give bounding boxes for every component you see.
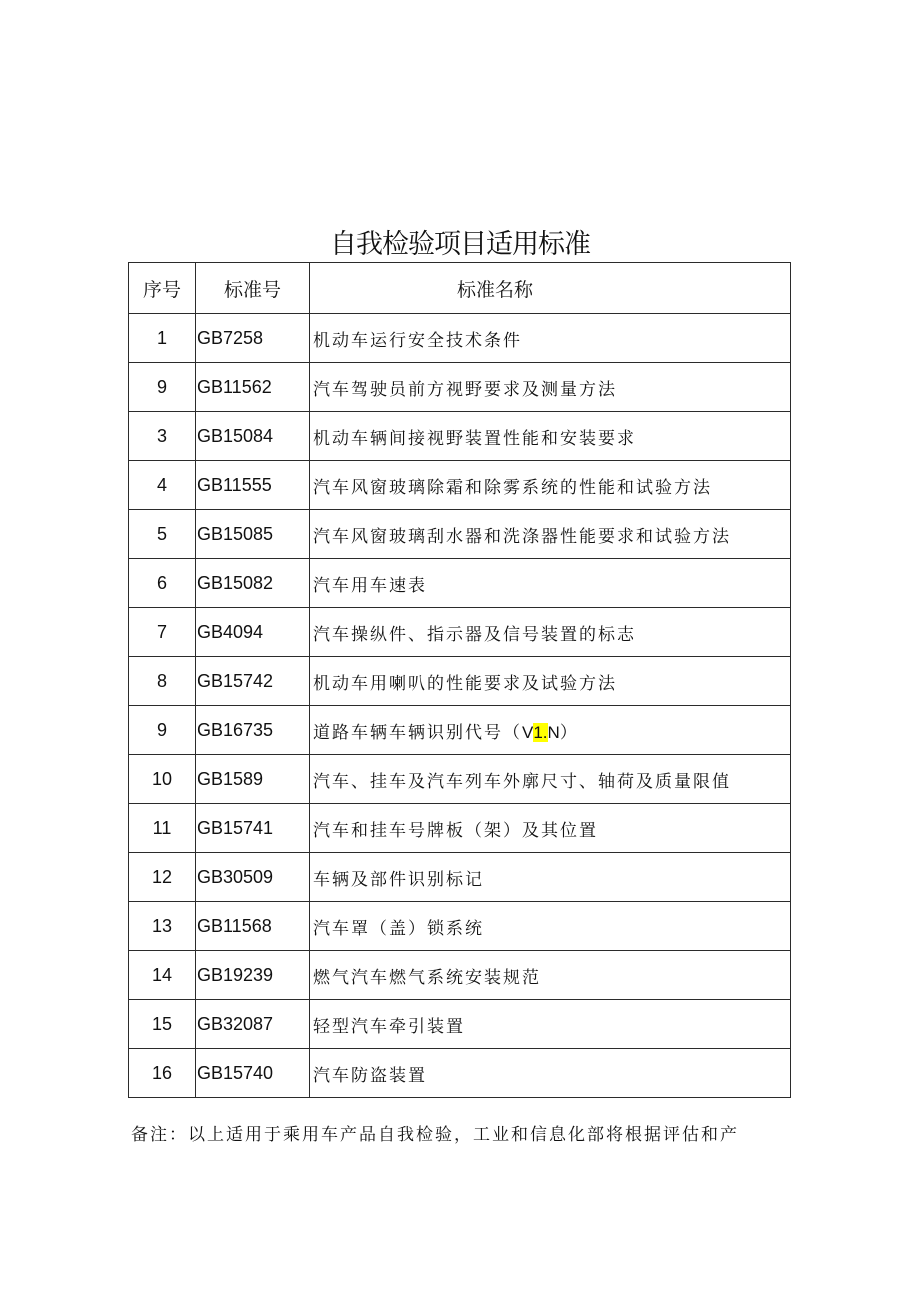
row-serial-number: 11 <box>129 804 196 853</box>
table-row <box>129 902 791 951</box>
row-standard-name: 汽车、挂车及汽车列车外廓尺寸、轴荷及质量限值 <box>310 755 791 804</box>
header-serial-number: 序号 <box>129 263 196 314</box>
row-standard-name-suffix: ） <box>559 722 579 743</box>
row-standard-name: 机动车运行安全技术条件 <box>310 314 791 363</box>
row-serial-number: 7 <box>129 608 196 657</box>
table-row <box>129 314 791 363</box>
row-standard-name: 车辆及部件识别标记 <box>310 853 791 902</box>
table-row <box>129 657 791 706</box>
row-serial-number: 5 <box>129 510 196 559</box>
table-row <box>129 1000 791 1049</box>
row-standard-name: 汽车操纵件、指示器及信号装置的标志 <box>310 608 791 657</box>
row-standard-code: GB30509 <box>196 853 310 902</box>
standards-table <box>128 262 791 1098</box>
row-standard-code: GB32087 <box>196 1000 310 1049</box>
document-title: 自我检验项目适用标准 <box>330 229 590 260</box>
row-standard-name: 汽车驾驶员前方视野要求及测量方法 <box>310 363 791 412</box>
row-standard-name: 汽车罩（盖）锁系统 <box>310 902 791 951</box>
row-standard-code: GB15085 <box>196 510 310 559</box>
table-row <box>129 461 791 510</box>
table-row <box>129 363 791 412</box>
table-row <box>129 1049 791 1098</box>
row-standard-code: GB11555 <box>196 461 310 510</box>
vin-text-end: N <box>547 722 560 742</box>
row-standard-code: GB7258 <box>196 314 310 363</box>
highlighted-text: 1. <box>533 722 548 742</box>
row-standard-name: 汽车防盗装置 <box>310 1049 791 1098</box>
table-row <box>129 804 791 853</box>
row-serial-number: 13 <box>129 902 196 951</box>
row-serial-number: 15 <box>129 1000 196 1049</box>
row-standard-code: GB15082 <box>196 559 310 608</box>
row-serial-number: 1 <box>129 314 196 363</box>
table-row <box>129 412 791 461</box>
row-standard-code: GB15740 <box>196 1049 310 1098</box>
table-row <box>129 608 791 657</box>
row-standard-code: GB11562 <box>196 363 310 412</box>
row-standard-name: 汽车风窗玻璃除霜和除雾系统的性能和试验方法 <box>310 461 791 510</box>
row-standard-code: GB16735 <box>196 706 310 755</box>
row-standard-name: 汽车和挂车号牌板（架）及其位置 <box>310 804 791 853</box>
row-standard-name <box>310 706 791 755</box>
row-serial-number: 14 <box>129 951 196 1000</box>
row-standard-code: GB15742 <box>196 657 310 706</box>
header-standard-name: 标准名称 <box>310 263 791 314</box>
header-standard-code: 标准号 <box>196 263 310 314</box>
row-serial-number: 10 <box>129 755 196 804</box>
row-standard-code: GB4094 <box>196 608 310 657</box>
row-standard-code: GB19239 <box>196 951 310 1000</box>
row-standard-name: 汽车用车速表 <box>310 559 791 608</box>
row-standard-code: GB1589 <box>196 755 310 804</box>
table-row <box>129 510 791 559</box>
row-standard-name: 燃气汽车燃气系统安装规范 <box>310 951 791 1000</box>
row-standard-name: 汽车风窗玻璃刮水器和洗涤器性能要求和试验方法 <box>310 510 791 559</box>
row-serial-number: 12 <box>129 853 196 902</box>
row-standard-code: GB11568 <box>196 902 310 951</box>
row-serial-number: 9 <box>129 363 196 412</box>
row-standard-name: 机动车用喇叭的性能要求及试验方法 <box>310 657 791 706</box>
row-standard-name: 轻型汽车牵引装置 <box>310 1000 791 1049</box>
row-serial-number: 3 <box>129 412 196 461</box>
row-serial-number: 4 <box>129 461 196 510</box>
vin-text-start: V <box>522 722 534 742</box>
row-standard-name: 机动车辆间接视野装置性能和安装要求 <box>310 412 791 461</box>
table-row <box>129 559 791 608</box>
row-serial-number: 9 <box>129 706 196 755</box>
row-standard-code: GB15084 <box>196 412 310 461</box>
table-row <box>129 951 791 1000</box>
table-row <box>129 755 791 804</box>
row-serial-number: 16 <box>129 1049 196 1098</box>
table-row <box>129 706 791 755</box>
row-standard-code: GB15741 <box>196 804 310 853</box>
table-row <box>129 853 791 902</box>
footer-note: 备注：以上适用于乘用车产品自我检验，工业和信息化部将根据评估和产 <box>131 1125 739 1145</box>
row-serial-number: 6 <box>129 559 196 608</box>
row-serial-number: 8 <box>129 657 196 706</box>
table-header-row <box>129 263 791 314</box>
row-standard-name-prefix: 道路车辆车辆识别代号（ <box>313 722 522 743</box>
